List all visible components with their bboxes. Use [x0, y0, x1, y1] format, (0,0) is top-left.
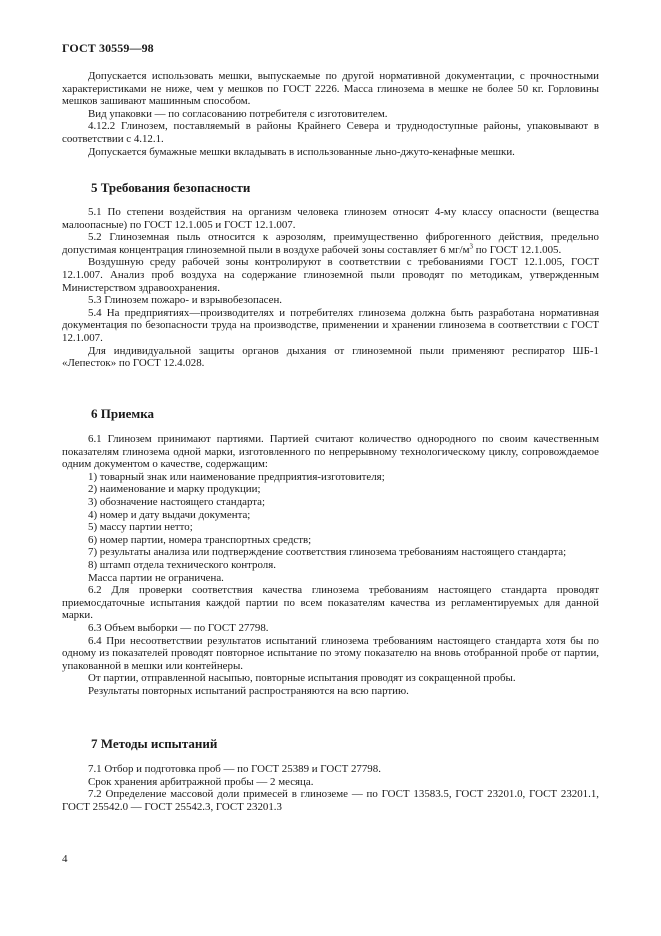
paragraph: Допускается бумажные мешки вкладывать в использованные льно-джуто-кенафные мешки. [88, 145, 515, 158]
page-number: 4 [62, 853, 68, 865]
list-item: 4) номер и дату выдачи документа; [88, 508, 251, 521]
paragraph: Результаты повторных испытаний распространяются на всю партию. [88, 684, 409, 697]
list-item: 3) обозначение настоящего стандарта; [88, 495, 266, 508]
packaging-block [62, 70, 599, 158]
list-item: 8) штамп отдела технического контроля. [88, 558, 276, 571]
paragraph: 7.1 Отбор и подготовка проб — по ГОСТ 25389 и ГОСТ 27798. [88, 763, 381, 775]
paragraph [62, 231, 599, 256]
paragraph: Срок хранения арбитражной пробы — 2 месяца. [88, 775, 314, 788]
paragraph: 6.3 Объем выборки — по ГОСТ 27798. [88, 621, 269, 634]
section-heading-safety: 5 Требования безопасности [91, 180, 251, 195]
paragraph: От партии, отправленной насыпью, повторные испытания проводят из сокращенной пробы. [88, 672, 516, 685]
safety-section [62, 206, 599, 370]
unit-superscript: 3 [469, 242, 473, 251]
paragraph: Масса партии не ограничена. [88, 571, 224, 584]
paragraph: 5.4 На предприятиях—производителях и потребителях глинозема должна быть разработана нормативная документация по безопасности труда на производстве, применении и хранении глинозема в соответствии с ГОСТ 12.1.007. [62, 306, 599, 344]
paragraph: Допускается использовать мешки, выпускаемые по другой нормативной документации, с прочностными характеристиками не ниже, чем у мешков по ГОСТ 2226. Масса глинозема в мешке не более 50 кг. Горловины мешков зашивают машинным способом. [62, 70, 599, 108]
paragraph: 6.2 Для проверки соответствия качества глинозема требованиям настоящего стандарта проводят приемосдаточные испытания каждой партии по всем показателям качества из регламентируемых для данной марки. [62, 584, 599, 622]
list-item: 5) массу партии нетто; [88, 521, 193, 534]
paragraph-text-tail: по ГОСТ 12.1.005. [472, 243, 562, 256]
paragraph: Вид упаковки — по согласованию потребителя с изготовителем. [88, 107, 388, 120]
paragraph: 5.1 По степени воздействия на организм человека глинозем относят 4-му классу опасности (вещества малоопасные) по ГОСТ 12.1.005 и ГОСТ 12.1.007. [62, 206, 599, 231]
list-item: 2) наименование и марку продукции; [88, 483, 261, 496]
acceptance-section [62, 433, 599, 697]
paragraph: 4.12.2 Глинозем, поставляемый в районы Крайнего Севера и труднодоступные районы, упаковывают в соответствии с 4.12.1. [62, 120, 599, 145]
list-item: 7) результаты анализа или подтверждение соответствия глинозема требованиям настоящего стандарта; [88, 546, 567, 559]
list-item: 6) номер партии, номера транспортных средств; [88, 533, 312, 546]
section-heading-test-methods: 7 Методы испытаний [91, 736, 218, 751]
paragraph: Воздушную среду рабочей зоны контролируют в соответствии с требованиями ГОСТ 12.1.005, ГОСТ 12.1.007. Анализ проб воздуха на содержание глиноземной пыли проводят по методикам, утвержденным Министерством здравоохранения. [62, 256, 599, 294]
section-heading-acceptance: 6 Приемка [91, 406, 155, 421]
paragraph: 5.3 Глинозем пожаро- и взрывобезопасен. [88, 294, 283, 307]
paragraph: 6.4 При несоответствии результатов испытаний глинозема требованиям настоящего стандарта хотя бы по одному из показателей проводят повторное испытание по этому показателю на вновь отобранной пробе от партии, упакованной в мешки или контейнеры. [62, 634, 599, 672]
list-item: 1) товарный знак или наименование предприятия-изготовителя; [88, 470, 385, 483]
document-id: ГОСТ 30559—98 [62, 41, 154, 55]
paragraph: Для индивидуальной защиты органов дыхания от глиноземной пыли применяют респиратор ШБ-1 «Лепесток» по ГОСТ 12.4.028. [62, 344, 599, 370]
paragraph: 6.1 Глинозем принимают партиями. Партией считают количество однородного по своим качественным показателям глинозема одной марки, изготовленного по непрерывному технологическому циклу, сопровождаемое одним документом о качестве, содержащим: [62, 433, 599, 471]
paragraph: 7.2 Определение массовой доли примесей в глиноземе — по ГОСТ 13583.5, ГОСТ 23201.0, ГОСТ 23201.1, ГОСТ 25542.0 — ГОСТ 25542.3, ГОСТ 23201.3 [62, 788, 599, 813]
paragraph-text: 5.2 Глиноземная пыль относится к аэрозолям, преимущественно фиброгенного действия, предельно допустимая концентрация глиноземной пыли в воздухе рабочей зоны составляет 6 мг/м [62, 231, 599, 256]
test-methods-section [62, 763, 599, 813]
